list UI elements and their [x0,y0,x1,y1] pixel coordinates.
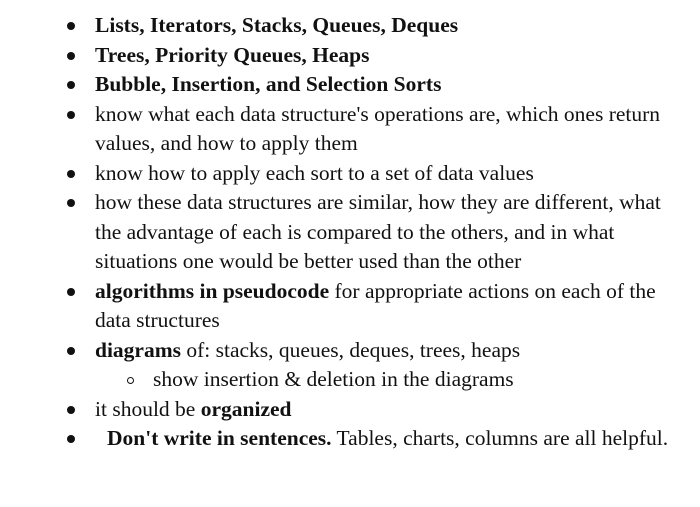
bullet-icon [67,81,75,89]
item-text: it should be [95,396,201,421]
list-item [95,11,670,41]
list-item [95,188,670,277]
list-item [95,277,670,336]
list-item [95,70,670,100]
list-item [95,159,670,189]
bullet-icon [67,199,75,207]
item-bold-text: Lists, Iterators, Stacks, Queues, Deques [95,13,459,37]
item-bold-text: Don't write in sentences. [107,426,332,450]
bullet-icon [67,22,75,30]
item-text: know what each data structure's operations are, which ones return values, and how to apply them [95,101,661,155]
item-bold-text: Bubble, Insertion, and Selection Sorts [95,72,442,96]
item-bold-text: Trees, Priority Queues, Heaps [95,42,370,67]
bullet-icon [67,288,75,296]
item-text: show insertion & deletion in the diagrams [153,367,514,391]
list-item [95,424,670,454]
item-text: how these data structures are similar, how they are different, what the advantage of each is compared to the others, and in what situations one would be better used than the other [95,190,661,273]
list-item [95,41,670,71]
item-text: of: stacks, queues, deques, trees, heaps [181,337,521,362]
item-bold-text: diagrams [95,337,181,362]
item-text: know how to apply each sort to a set of data values [95,160,534,185]
item-text: Tables, charts, columns are all helpful. [331,426,669,450]
item-bold-text: algorithms in pseudocode [95,278,330,303]
sub-list-item [153,365,673,395]
topic-list [0,11,700,454]
bullet-icon [67,52,75,60]
bullet-icon [67,347,75,355]
item-text: for appropriate actions on each of the data structures [95,278,656,332]
item-bold-text: organized [200,396,292,421]
bullet-icon [67,170,75,178]
list-item [95,336,670,366]
bullet-icon [67,435,75,443]
list-item [95,100,670,159]
bullet-icon [67,406,75,414]
hollow-bullet-icon [127,377,134,384]
bullet-icon [67,111,75,119]
list-item [95,395,670,425]
